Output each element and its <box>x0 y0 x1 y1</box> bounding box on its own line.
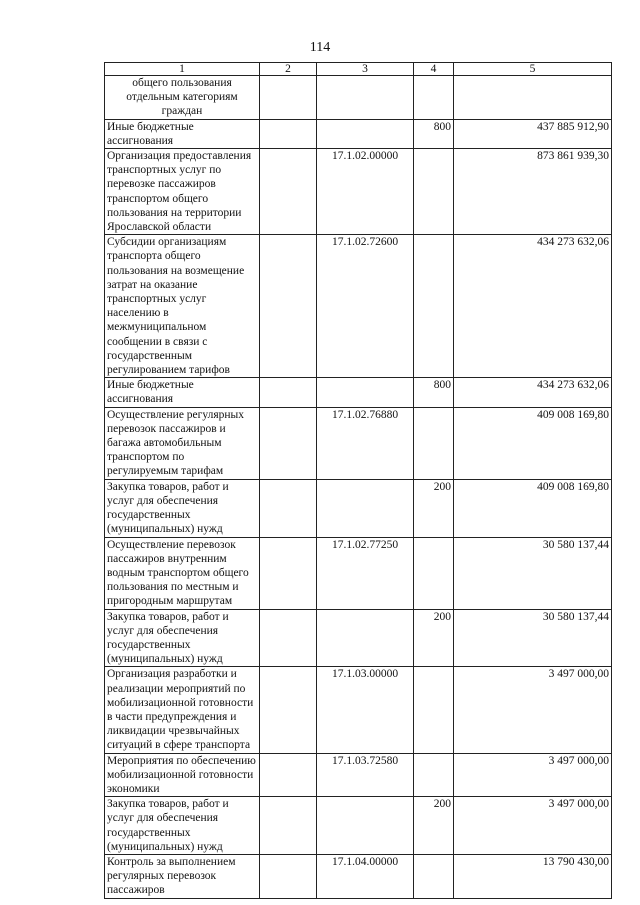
row-code: 17.1.02.76880 <box>317 407 414 479</box>
row-name: Осуществление перевозок пассажиров внутренним водным транспортом общего пользования по местным и пригородным маршрутам <box>105 537 260 609</box>
row-col2 <box>260 119 317 148</box>
table-row <box>105 76 612 120</box>
row-type <box>414 753 454 797</box>
row-name: Организация разработки и реализации мероприятий по мобилизационной готовности в части предупреждения и ликвидации чрезвычайных ситуаций в сфере транспорта <box>105 667 260 753</box>
row-amount <box>454 76 612 120</box>
row-amount: 409 008 169,80 <box>454 407 612 479</box>
row-col2 <box>260 479 317 537</box>
column-header-1: 1 <box>105 63 260 76</box>
table-row <box>105 119 612 148</box>
row-type <box>414 537 454 609</box>
row-code <box>317 119 414 148</box>
row-name: Закупка товаров, работ и услуг для обеспечения государственных (муниципальных) нужд <box>105 479 260 537</box>
page-number: 114 <box>309 40 331 55</box>
row-name: Мероприятия по обеспечению мобилизационной готовности экономики <box>105 753 260 797</box>
table-row <box>105 149 612 235</box>
row-col2 <box>260 235 317 378</box>
row-amount: 409 008 169,80 <box>454 479 612 537</box>
table-row <box>105 797 612 855</box>
row-code: 17.1.02.77250 <box>317 537 414 609</box>
row-amount: 30 580 137,44 <box>454 537 612 609</box>
table-row <box>105 609 612 667</box>
row-name: Иные бюджетные ассигнования <box>105 378 260 407</box>
row-name: Закупка товаров, работ и услуг для обеспечения государственных (муниципальных) нужд <box>105 797 260 855</box>
row-col2 <box>260 667 317 753</box>
row-col2 <box>260 149 317 235</box>
row-amount: 3 497 000,00 <box>454 753 612 797</box>
row-amount: 3 497 000,00 <box>454 667 612 753</box>
row-amount: 434 273 632,06 <box>454 235 612 378</box>
header-row <box>105 63 612 76</box>
row-type: 200 <box>414 609 454 667</box>
row-code <box>317 479 414 537</box>
row-amount: 437 885 912,90 <box>454 119 612 148</box>
row-type <box>414 667 454 753</box>
row-col2 <box>260 854 317 898</box>
row-amount: 434 273 632,06 <box>454 378 612 407</box>
row-type: 200 <box>414 479 454 537</box>
row-type <box>414 235 454 378</box>
row-type: 800 <box>414 119 454 148</box>
row-col2 <box>260 407 317 479</box>
row-amount: 30 580 137,44 <box>454 609 612 667</box>
row-code: 17.1.02.00000 <box>317 149 414 235</box>
row-code: 17.1.03.00000 <box>317 667 414 753</box>
column-header-2: 2 <box>260 63 317 76</box>
table-row <box>105 537 612 609</box>
table-row <box>105 378 612 407</box>
row-amount: 13 790 430,00 <box>454 854 612 898</box>
table-row <box>105 407 612 479</box>
row-code: 17.1.04.00000 <box>317 854 414 898</box>
row-code <box>317 797 414 855</box>
row-name: Организация предоставления транспортных услуг по перевозке пассажиров транспортом общего пользования на территории Ярославской области <box>105 149 260 235</box>
row-code: 17.1.03.72580 <box>317 753 414 797</box>
row-name: Осуществление регулярных перевозок пассажиров и багажа автомобильным транспортом по регулируемым тарифам <box>105 407 260 479</box>
row-name: общего пользования отдельным категориям граждан <box>105 76 260 120</box>
budget-table <box>104 62 612 899</box>
row-code <box>317 378 414 407</box>
row-name: Субсидии организациям транспорта общего пользования на возмещение затрат на оказание транспортных услуг населению в межмуниципальном сообщении в связи с государственным регулированием тарифов <box>105 235 260 378</box>
row-col2 <box>260 537 317 609</box>
table-row <box>105 854 612 898</box>
row-code: 17.1.02.72600 <box>317 235 414 378</box>
column-header-3: 3 <box>317 63 414 76</box>
row-type <box>414 149 454 235</box>
row-code <box>317 609 414 667</box>
row-type <box>414 854 454 898</box>
row-name: Закупка товаров, работ и услуг для обеспечения государственных (муниципальных) нужд <box>105 609 260 667</box>
row-col2 <box>260 76 317 120</box>
row-col2 <box>260 797 317 855</box>
row-code <box>317 76 414 120</box>
row-col2 <box>260 609 317 667</box>
table-row <box>105 479 612 537</box>
row-type: 200 <box>414 797 454 855</box>
row-amount: 3 497 000,00 <box>454 797 612 855</box>
row-type <box>414 407 454 479</box>
row-col2 <box>260 753 317 797</box>
table-row <box>105 235 612 378</box>
table-row <box>105 753 612 797</box>
row-col2 <box>260 378 317 407</box>
table-row <box>105 667 612 753</box>
row-amount: 873 861 939,30 <box>454 149 612 235</box>
row-name: Контроль за выполнением регулярных перевозок пассажиров <box>105 854 260 898</box>
row-type: 800 <box>414 378 454 407</box>
column-header-4: 4 <box>414 63 454 76</box>
row-name: Иные бюджетные ассигнования <box>105 119 260 148</box>
row-type <box>414 76 454 120</box>
column-header-5: 5 <box>454 63 612 76</box>
